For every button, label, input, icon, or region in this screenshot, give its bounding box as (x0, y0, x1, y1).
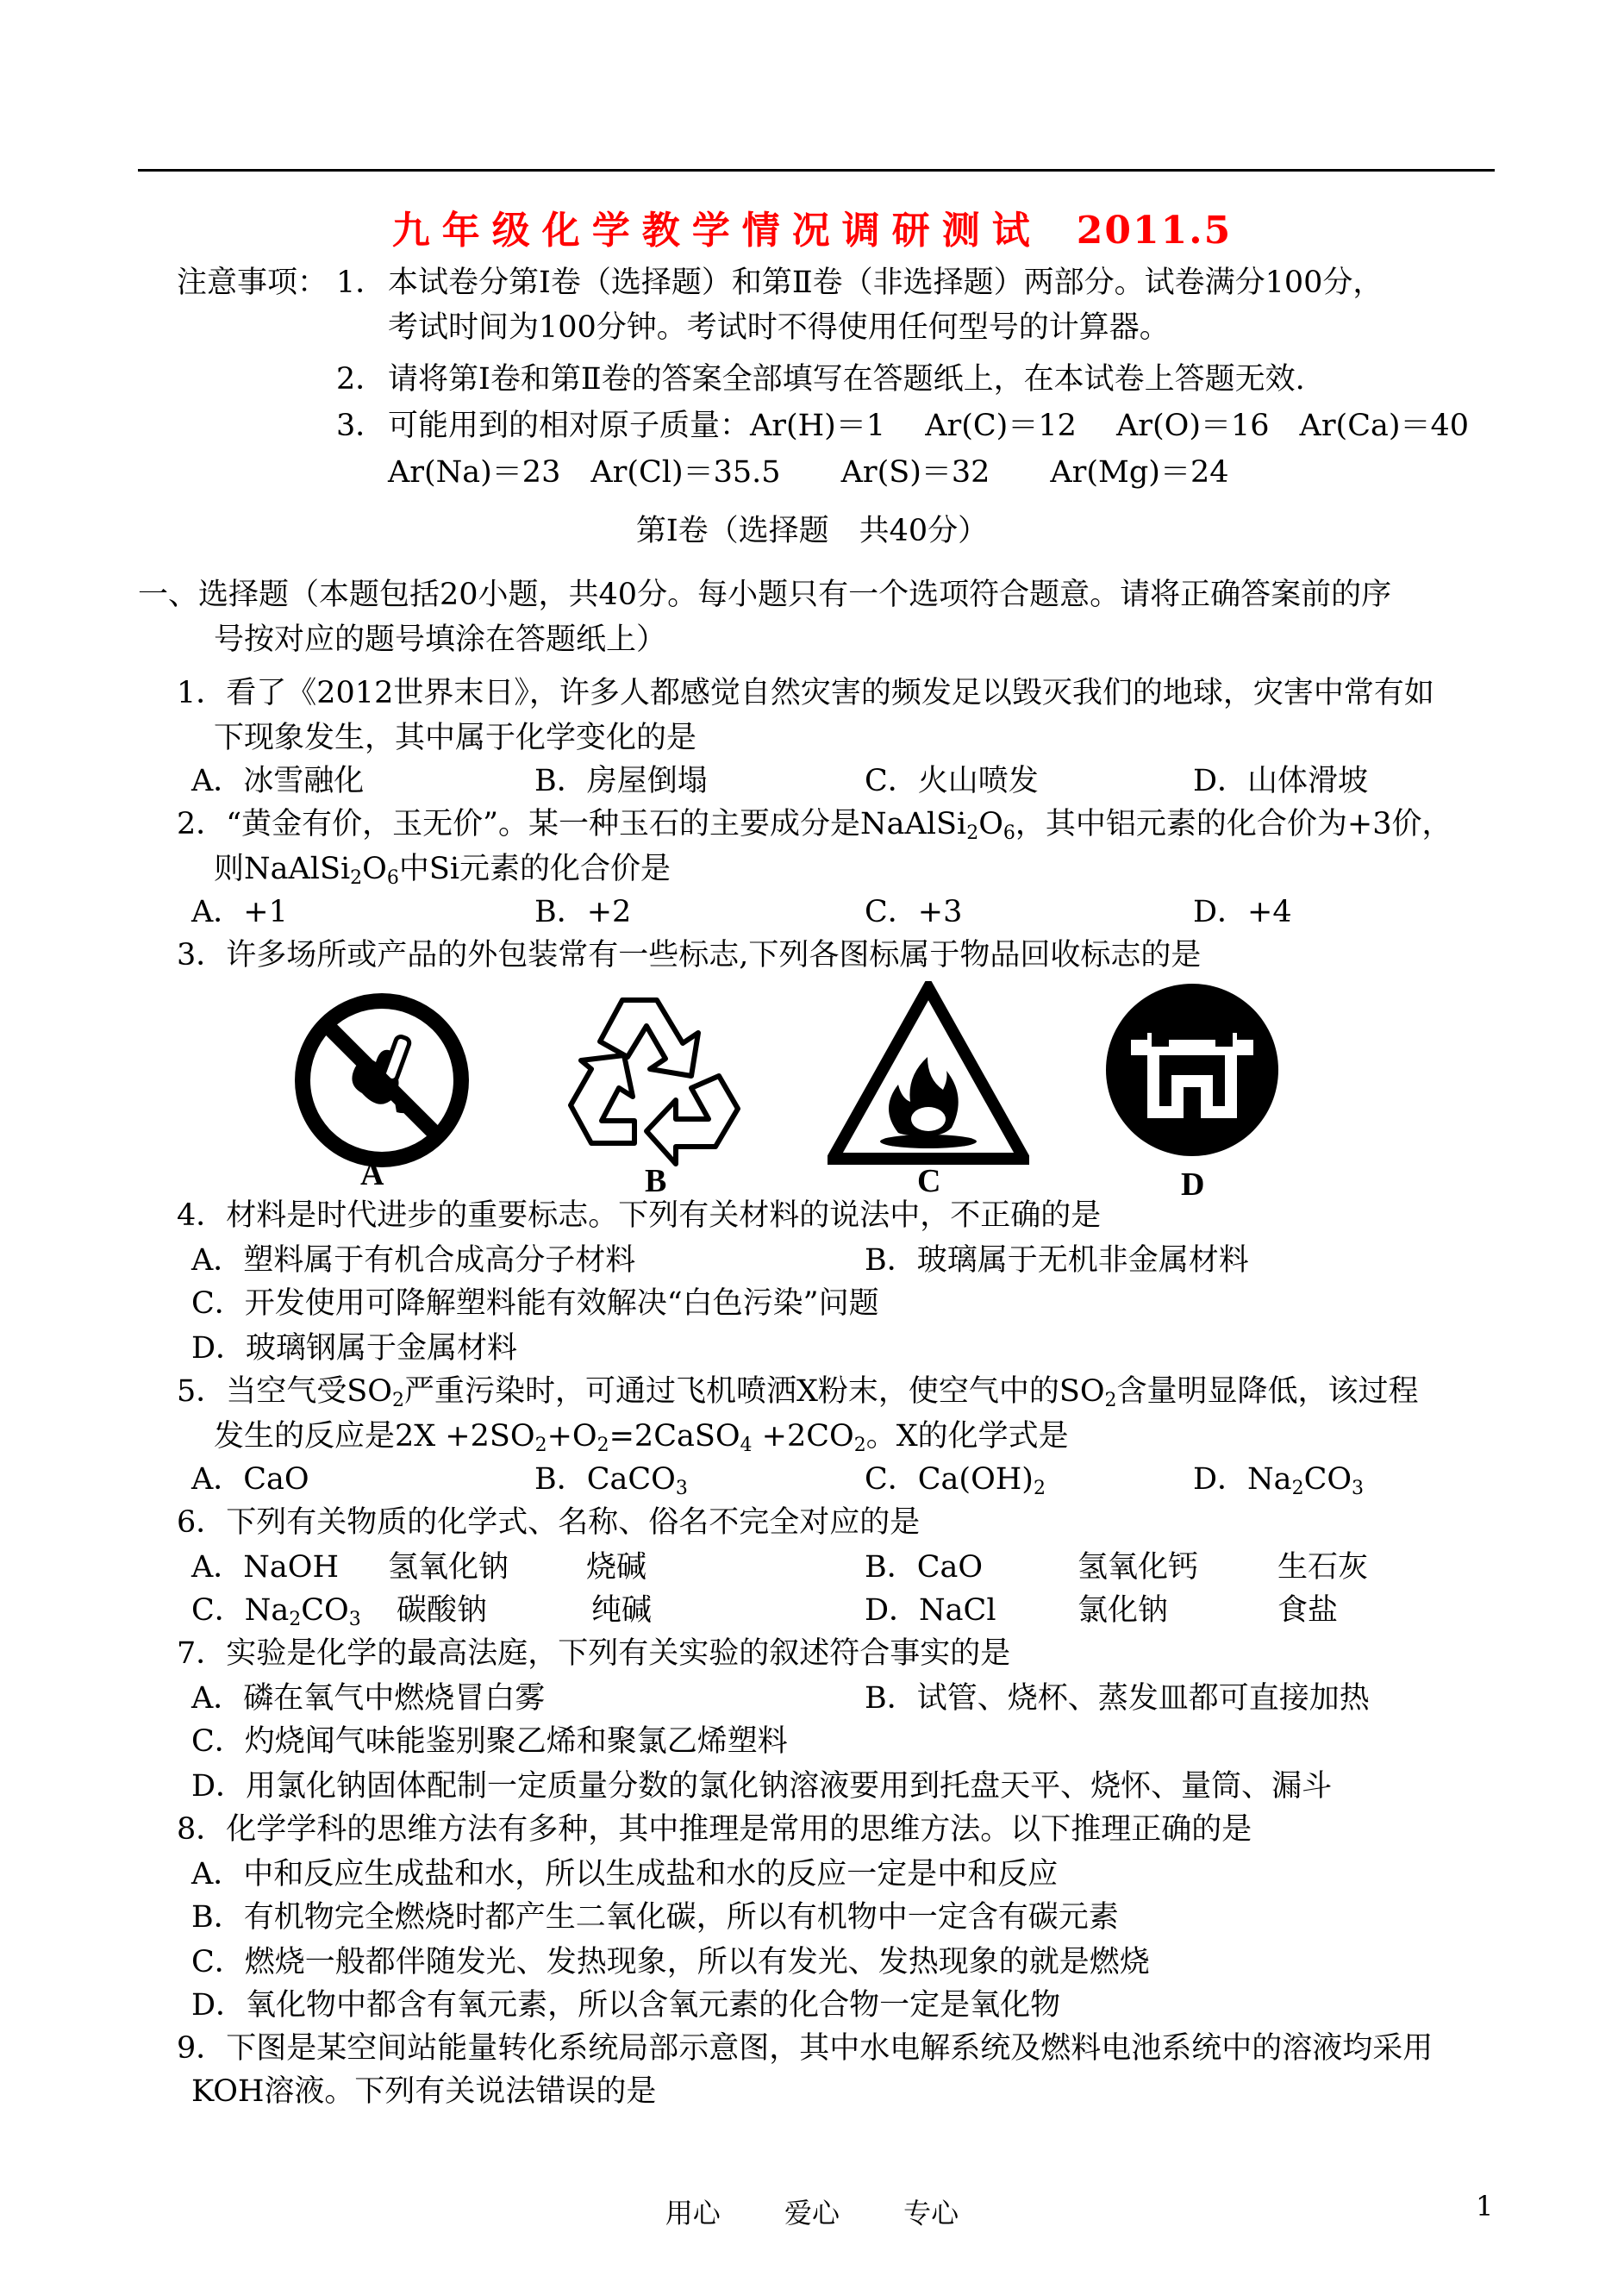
notice-item-3-line-1: 可能用到的相对原子质量：Ar(H)＝1 Ar(C)＝12 Ar(O)＝16 Ar(Ca)＝40 (388, 409, 1470, 443)
q6-a-formula: A．NaOH (191, 1550, 339, 1585)
notice-item-2-num: 2． (336, 362, 386, 397)
footer-item-2: 爱心 (784, 2197, 840, 2229)
q4-stem: 4．材料是时代进步的重要标志。下列有关材料的说法中，不正确的是 (177, 1198, 1102, 1233)
notice-item-1-line-1: 本试卷分第Ⅰ卷（选择题）和第Ⅱ卷（非选择题）两部分。试卷满分100分， (388, 266, 1384, 300)
q7-option-d: D．用氯化钠固体配制一定质量分数的氯化钠溶液要用到托盘天平、烧怀、量筒、漏斗 (191, 1769, 1333, 1804)
q4-option-c: C．开发使用可降解塑料能有效解决“白色污染”问题 (191, 1286, 879, 1321)
footer-item-1: 用心 (665, 2197, 721, 2229)
q1-option-a: A．冰雪融化 (191, 764, 365, 798)
q1-option-b: B．房屋倒塌 (534, 764, 708, 798)
q2-stem-line-1: 2．“黄金有价，玉无价”。某一种玉石的主要成分是$NaAlSi_2O_6$，其中铝元素的化合价为+3价， (177, 807, 1452, 844)
q2-option-a: A．+1 (191, 895, 288, 929)
part1-heading: 第Ⅰ卷（选择题 共40分） (635, 514, 989, 548)
q5-option-b: B．CaCO$_3$ (534, 1462, 688, 1499)
q6-b-formula: B．CaO (865, 1550, 984, 1585)
q3-label-a: A (360, 1156, 384, 1192)
q7-option-c: C．灼烧闻气味能鉴别聚乙烯和聚氯乙烯塑料 (191, 1724, 788, 1759)
q5-stem-line-1: 5．当空气受$SO_2$严重污染时，可通过飞机喷洒X粉末，使空气中的$SO_2$含量明显降低，该过程 (177, 1374, 1419, 1411)
title-text: 九年级化学教学情况调研测试 (391, 209, 1042, 253)
notice-item-3-num: 3． (336, 409, 386, 443)
recycle-sign-icon (562, 974, 746, 1169)
q4-option-a: A．塑料属于有机合成高分子材料 (191, 1243, 636, 1278)
q6-c-formula: C．$Na_2CO_3$ (191, 1593, 361, 1630)
notice-label: 注意事项： (177, 266, 328, 300)
footer-item-3: 专心 (903, 2197, 959, 2229)
q2-stem-line-2: 则$NaAlSi_2O_6$中Si元素的化合价是 (214, 852, 671, 889)
q5-option-c: C．$Ca(OH)_2$ (865, 1462, 1046, 1499)
q2-option-b: B．+2 (534, 895, 632, 929)
q6-a-common: 烧碱 (586, 1550, 647, 1585)
q2-option-c: C．+3 (865, 895, 963, 929)
notice-item-3-line-2: Ar(Na)＝23 Ar(Cl)＝35.5 Ar(S)＝32 Ar(Mg)＝24 (388, 455, 1229, 490)
q5-stem-line-2: 发生的反应是$2X +2SO_2+O_2=2CaSO_4 +2CO_2$。X的化学式是 (214, 1419, 1069, 1456)
q3-stem: 3．许多场所或产品的外包装常有一些标志,下列各图标属于物品回收标志的是 (177, 938, 1202, 972)
q3-label-c: C (917, 1163, 941, 1199)
q4-option-b: B．玻璃属于无机非金属材料 (865, 1243, 1249, 1278)
q8-option-c: C．燃烧一般都伴随发光、发热现象，所以有发光、发热现象的就是燃烧 (191, 1945, 1150, 1979)
page-number: 1 (1476, 2190, 1494, 2223)
q6-c-name: 碳酸钠 (397, 1593, 488, 1628)
q8-option-a: A．中和反应生成盐和水，所以生成盐和水的反应一定是中和反应 (191, 1857, 1059, 1892)
q6-d-name: 氯化钠 (1077, 1593, 1169, 1628)
q6-b-common: 生石灰 (1277, 1550, 1369, 1585)
q2-option-d: D．+4 (1193, 895, 1292, 929)
notice-item-1-num: 1． (336, 266, 386, 300)
no-fire-sign-icon (293, 991, 471, 1169)
q6-stem: 6．下列有关物质的化学式、名称、俗名不完全对应的是 (177, 1505, 921, 1540)
q8-stem: 8．化学学科的思维方法有多种，其中推理是常用的思维方法。以下推理正确的是 (177, 1812, 1252, 1847)
q7-option-b: B．试管、烧杯、蒸发皿都可直接加热 (865, 1681, 1370, 1716)
q7-stem: 7．实验是化学的最高法庭，下列有关实验的叙述符合事实的是 (177, 1636, 1011, 1671)
part1-instruction-line-2: 号按对应的题号填涂在答题纸上） (214, 622, 667, 657)
exam-title (0, 205, 1624, 257)
circle-emblem-sign-icon (1100, 978, 1284, 1162)
q6-d-common: 食盐 (1277, 1593, 1339, 1628)
q1-stem-line-1: 1．看了《2012世界末日》，许多人都感觉自然灾害的频发足以毁灭我们的地球，灾害中常有如 (177, 676, 1434, 710)
q1-option-c: C．火山喷发 (865, 764, 1039, 798)
q1-option-d: D．山体滑坡 (1193, 764, 1369, 798)
q6-c-common: 纯碱 (591, 1593, 653, 1628)
q9-stem-line-1: 9．下图是某空间站能量转化系统局部示意图，其中水电解系统及燃料电池系统中的溶液均采用 (177, 2031, 1433, 2066)
title-date: 2011.5 (1076, 209, 1233, 253)
q5-option-a: A．CaO (191, 1462, 309, 1497)
header-rule (138, 169, 1495, 172)
q4-option-d: D．玻璃钢属于金属材料 (191, 1331, 518, 1366)
q8-option-b: B．有机物完全燃烧时都产生二氧化碳，所以有机物中一定含有碳元素 (191, 1900, 1119, 1935)
q6-b-name: 氢氧化钙 (1077, 1550, 1199, 1585)
notice-item-1-line-2: 考试时间为100分钟。考试时不得使用任何型号的计算器。 (388, 310, 1170, 345)
q8-option-d: D．氧化物中都含有氧元素，所以含氧元素的化合物一定是氧化物 (191, 1988, 1061, 2023)
page-footer (0, 2192, 1624, 2231)
q3-label-d: D (1181, 1166, 1205, 1203)
q9-stem-line-2: KOH溶液。下列有关说法错误的是 (191, 2074, 657, 2109)
q7-option-a: A．磷在氧气中燃烧冒白雾 (191, 1681, 546, 1716)
notice-item-2-line-1: 请将第Ⅰ卷和第Ⅱ卷的答案全部填写在答题纸上，在本试卷上答题无效. (388, 362, 1305, 397)
q1-stem-line-2: 下现象发生，其中属于化学变化的是 (214, 721, 697, 755)
part1-instruction-line-1: 一、选择题（本题包括20小题，共40分。每小题只有一个选项符合题意。请将正确答案前的序 (138, 578, 1392, 612)
q6-d-formula: D．NaCl (865, 1593, 996, 1628)
q5-option-d: D．$Na_2CO_3$ (1193, 1462, 1365, 1499)
flammable-warning-sign-icon (828, 981, 1029, 1166)
q6-a-name: 氢氧化钠 (388, 1550, 509, 1585)
q3-label-b: B (645, 1163, 667, 1199)
q3-sign-images (284, 972, 1319, 1205)
